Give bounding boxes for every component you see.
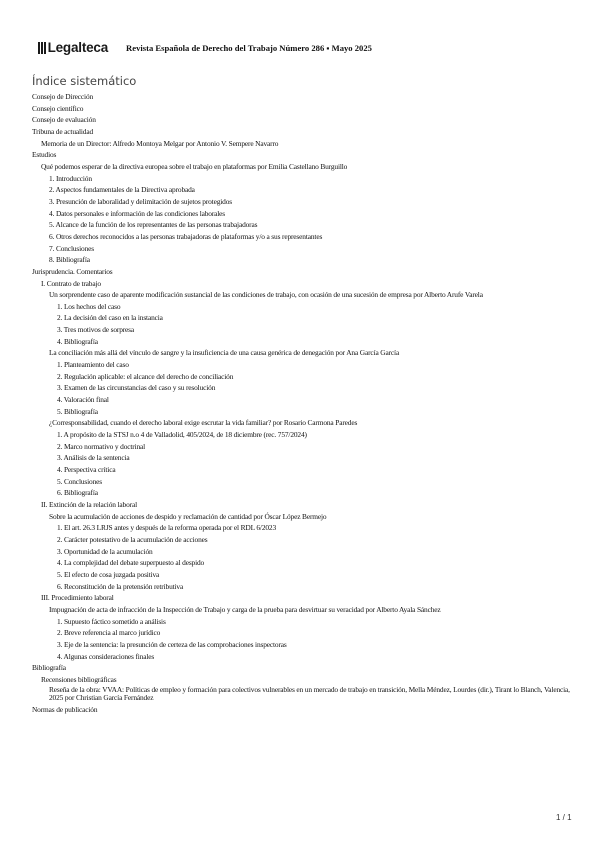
toc-entry[interactable]: 1. A propósito de la STSJ n.o 4 de Valladolid, 405/2024, de 18 diciembre (rec. 757/2024) [57,430,307,440]
toc-entry[interactable]: 3. Oportunidad de la acumulación [57,546,153,556]
toc-entry[interactable]: La conciliación más allá del vínculo de sangre y la insuficiencia de una causa genérica de denegación por Ana García García [49,348,400,358]
toc-entry[interactable]: I. Contrato de trabajo [41,278,101,288]
toc-entry[interactable]: 1. Planteamiento del caso [57,360,129,370]
page-number: 1 / 1 [556,813,572,822]
toc-entry[interactable]: 4. Bibliografía [57,336,98,346]
toc-entry[interactable]: 2. Carácter potestativo de la acumulación de acciones [57,534,208,544]
toc-entry[interactable]: Jurisprudencia. Comentarios [32,266,113,276]
toc-entry[interactable]: Impugnación de acta de infracción de la Inspección de Trabajo y carga de la prueba para desvirtuar su veracidad por Alberto Ayala Sánchez [49,604,441,614]
toc-entry[interactable]: 1. El art. 26.3 LRJS antes y después de la reforma operada por el RDL 6/2023 [57,523,277,533]
toc-entry[interactable]: 2. Marco normativo y doctrinal [57,441,146,451]
toc-entry[interactable]: Consejo de evaluación [32,115,96,125]
toc-entry[interactable]: 3. Eje de la sentencia: la presunción de certeza de las comprobaciones inspectoras [57,639,287,649]
toc-entry[interactable]: 2. Regulación aplicable: el alcance del derecho de conciliación [57,371,234,381]
toc-entry[interactable]: Tribuna de actualidad [32,126,94,136]
toc-entry[interactable]: Bibliografía [32,663,66,673]
toc-entry[interactable]: Memoria de un Director: Alfredo Montoya Melgar por Antonio V. Sempere Navarro [41,138,279,148]
toc-entry[interactable]: 1. Introducción [49,173,92,183]
toc-entry[interactable]: 4. La complejidad del debate superpuesto al despido [57,558,205,568]
toc-entry[interactable]: 5. Alcance de la función de los representantes de las personas trabajadoras [49,220,258,230]
toc-entry[interactable]: 4. Algunas consideraciones finales [57,651,155,661]
toc-entry[interactable]: 6. Bibliografía [57,488,98,498]
toc-entry[interactable]: 4. Valoración final [57,395,109,405]
toc-entry[interactable]: 2. La decisión del caso en la instancia [57,313,163,323]
toc-entry[interactable]: 4. Datos personales e información de las condiciones laborales [49,208,226,218]
toc-entry[interactable]: Estudios [32,150,57,160]
toc-entry[interactable]: Qué podemos esperar de la directiva europea sobre el trabajo en plataformas por Emilia Castellano Burguillo [41,161,348,171]
toc-entry[interactable]: Sobre la acumulación de acciones de despido y reclamación de cantidad por Óscar López Bermejo [49,511,327,521]
toc-entry[interactable]: Consejo científico [32,103,84,113]
toc-entry[interactable]: 2. Breve referencia al marco jurídico [57,628,161,638]
logo-bars-icon [38,42,46,54]
toc-entry[interactable]: Reseña de la obra: VVAA: Políticas de empleo y formación para colectivos vulnerables en un mercado de trabajo en transición, Mella Méndez, Lourdes (dir.), Tirant lo Blanch, Valencia, 2025 por Christian García Fernández [49,685,570,703]
index-title: Índice sistemático [32,74,137,88]
journal-title: Revista Española de Derecho del Trabajo Número 286 ▪ Mayo 2025 [126,42,372,53]
toc-entry[interactable]: Un sorprendente caso de aparente modificación sustancial de las condiciones de trabajo, con ocasión de una sucesión de empresa por Alberto Arufe Varela [49,290,483,300]
toc-entry[interactable]: ¿Corresponsabilidad, cuando el derecho laboral exige escrutar la vida familiar? por Rosario Carmona Paredes [49,418,358,428]
page-header [38,40,372,55]
toc-entry[interactable]: 1. Los hechos del caso [57,301,121,311]
toc-entry[interactable]: 5. Bibliografía [57,406,98,416]
toc-entry[interactable]: II. Extinción de la relación laboral [41,499,137,509]
toc-entry[interactable]: 1. Supuesto fáctico sometido a análisis [57,616,166,626]
toc-entry[interactable]: 7. Conclusiones [49,243,94,253]
toc-entry[interactable]: 6. Otros derechos reconocidos a las personas trabajadoras de plataformas y/o a sus representantes [49,231,323,241]
toc-entry[interactable]: 3. Presunción de laboralidad y delimitación de sujetos protegidos [49,196,232,206]
logo-text: Legalteca [47,40,109,55]
toc-entry[interactable]: Consejo de Dirección [32,92,94,101]
toc-entry[interactable]: 2. Aspectos fundamentales de la Directiva aprobada [49,185,195,195]
toc-entry[interactable]: Normas de publicación [32,705,98,715]
toc-entry[interactable]: III. Procedimiento laboral [41,593,114,603]
toc-entry[interactable]: 6. Reconstitución de la pretensión retributiva [57,581,184,591]
toc-entry[interactable]: 3. Análisis de la sentencia [57,453,130,463]
table-of-contents [32,91,572,716]
toc-entry[interactable]: 3. Examen de las circunstancias del caso y su resolución [57,383,216,393]
toc-entry[interactable]: 4. Perspectiva crítica [57,465,116,474]
toc-entry[interactable]: Recensiones bibliográficas [41,674,117,684]
legalteca-logo [38,40,108,55]
toc-entry[interactable]: 8. Bibliografía [49,255,90,265]
toc-entry[interactable]: 3. Tres motivos de sorpresa [57,325,135,335]
toc-entry[interactable]: 5. Conclusiones [57,476,102,486]
toc-entry[interactable]: 5. El efecto de cosa juzgada positiva [57,569,160,579]
